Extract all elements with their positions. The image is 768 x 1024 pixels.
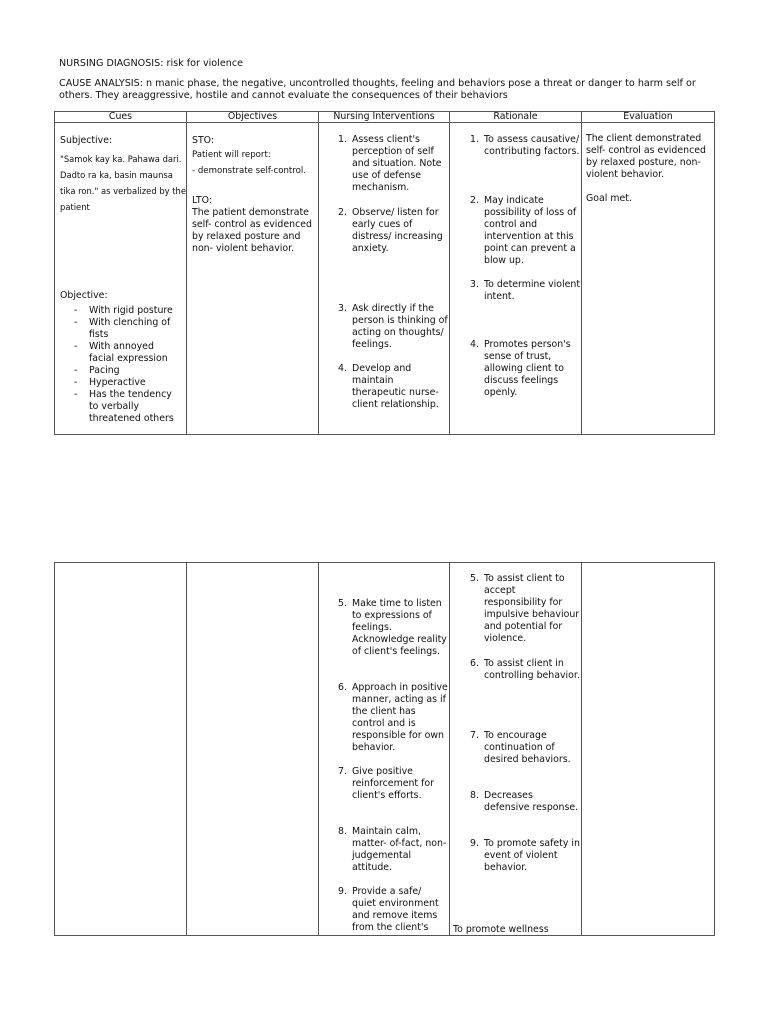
intervention-item: 2. Observe/ listen for early cues of distress/ increasing anxiety. — [338, 207, 443, 254]
evaluation-cell — [582, 123, 714, 434]
rationale-item: 9. To promote safety in event of violent behavior. — [470, 838, 580, 873]
evaluation-cell — [582, 563, 714, 935]
intervention-item: 6. Approach in positive manner, acting as if the client has control and is responsible for own behavior. — [338, 682, 448, 753]
lto-text: The patient demonstrate self- control as evidenced by relaxed posture and non- violent behavior. — [192, 207, 312, 254]
objective-label: Objective: — [60, 290, 108, 301]
list-item: - Hyperactive — [55, 377, 175, 389]
header-rationale: Rationale — [450, 112, 582, 123]
list-item: - Has the tendency to verbally threatened others — [55, 389, 175, 425]
rationale-item: 5. To assist client to accept responsibility for impulsive behaviour and potential for violence. — [470, 573, 580, 644]
cues-cell — [55, 563, 186, 935]
rationale-item: 8. Decreases defensive response. — [470, 790, 579, 813]
care-plan-table — [54, 111, 715, 435]
evaluation-text: The client demonstrated self- control as evidenced by relaxed posture, non-violent behavior. — [586, 133, 706, 180]
objectives-cell — [187, 563, 318, 935]
list-item: - With rigid posture — [55, 305, 175, 317]
subjective-label: Subjective: — [60, 135, 113, 146]
objective-list — [55, 305, 175, 425]
rationale-item: 2. May indicate possibility of loss of control and intervention at this point can prevent a blow up. — [470, 195, 577, 266]
sto-label: STO: — [192, 135, 215, 146]
rationale-cell — [450, 563, 581, 935]
rationale-item: 1. To assess causative/ contributing factors. — [470, 134, 580, 157]
header-objectives: Objectives — [187, 112, 319, 123]
intervention-item: 1. Assess client's perception of self and situation. Note use of defense mechanism. — [338, 134, 442, 193]
lto-label: LTO: — [192, 195, 213, 206]
subjective-quote: "Samok kay ka. Pahawa dari. Dadto ra ka, basin maunsa tika ron." as verbalized by the patient — [60, 154, 186, 212]
list-item: - With annoyed facial expression — [55, 341, 175, 365]
intervention-item: 3. Ask directly if the person is thinking of acting on thoughts/ feelings. — [338, 303, 448, 350]
sto-intro: Patient will report: — [192, 150, 271, 160]
rationale-item: 3. To determine violent intent. — [470, 279, 581, 302]
intervention-item: 8. Maintain calm, matter- of-fact, non-judgemental attitude. — [338, 826, 447, 873]
evaluation-goal: Goal met. — [586, 193, 632, 204]
cause-analysis: CAUSE ANALYSIS: n manic phase, the negative, uncontrolled thoughts, feeling and behaviors pose a threat or danger to harm self or others. They areaggressive, hostile and cannot evaluate the consequences of their behaviors — [59, 78, 696, 101]
rationale-extra: To promote wellness — [453, 924, 549, 935]
interventions-cell — [319, 563, 449, 935]
rationale-item: 4. Promotes person's sense of trust, allowing client to discuss feelings openly. — [470, 339, 571, 398]
intervention-item: 5. Make time to listen to expressions of feelings. Acknowledge reality of client's feelings. — [338, 598, 447, 657]
header-interventions: Nursing Interventions — [319, 112, 450, 123]
intervention-item: 4. Develop and maintain therapeutic nurse-client relationship. — [338, 363, 439, 410]
intervention-item: 7. Give positive reinforcement for client's efforts. — [338, 766, 434, 801]
list-item: - With clenching of fists — [55, 317, 175, 341]
header-cues: Cues — [55, 112, 187, 123]
nursing-diagnosis: NURSING DIAGNOSIS: risk for violence — [59, 58, 244, 69]
interventions-cell — [319, 123, 449, 434]
cues-cell — [55, 123, 186, 434]
sto-item: - demonstrate self-control. — [192, 166, 307, 176]
header-evaluation: Evaluation — [582, 112, 715, 123]
rationale-item: 6. To assist client in controlling behavior. — [470, 658, 580, 681]
care-plan-table-continued — [54, 562, 715, 936]
rationale-cell — [450, 123, 581, 434]
rationale-item: 7. To encourage continuation of desired behaviors. — [470, 730, 571, 765]
list-item: - Pacing — [55, 365, 175, 377]
intervention-item: 9. Provide a safe/ quiet environment and remove items from the client's — [338, 886, 439, 933]
objectives-cell — [187, 123, 318, 434]
